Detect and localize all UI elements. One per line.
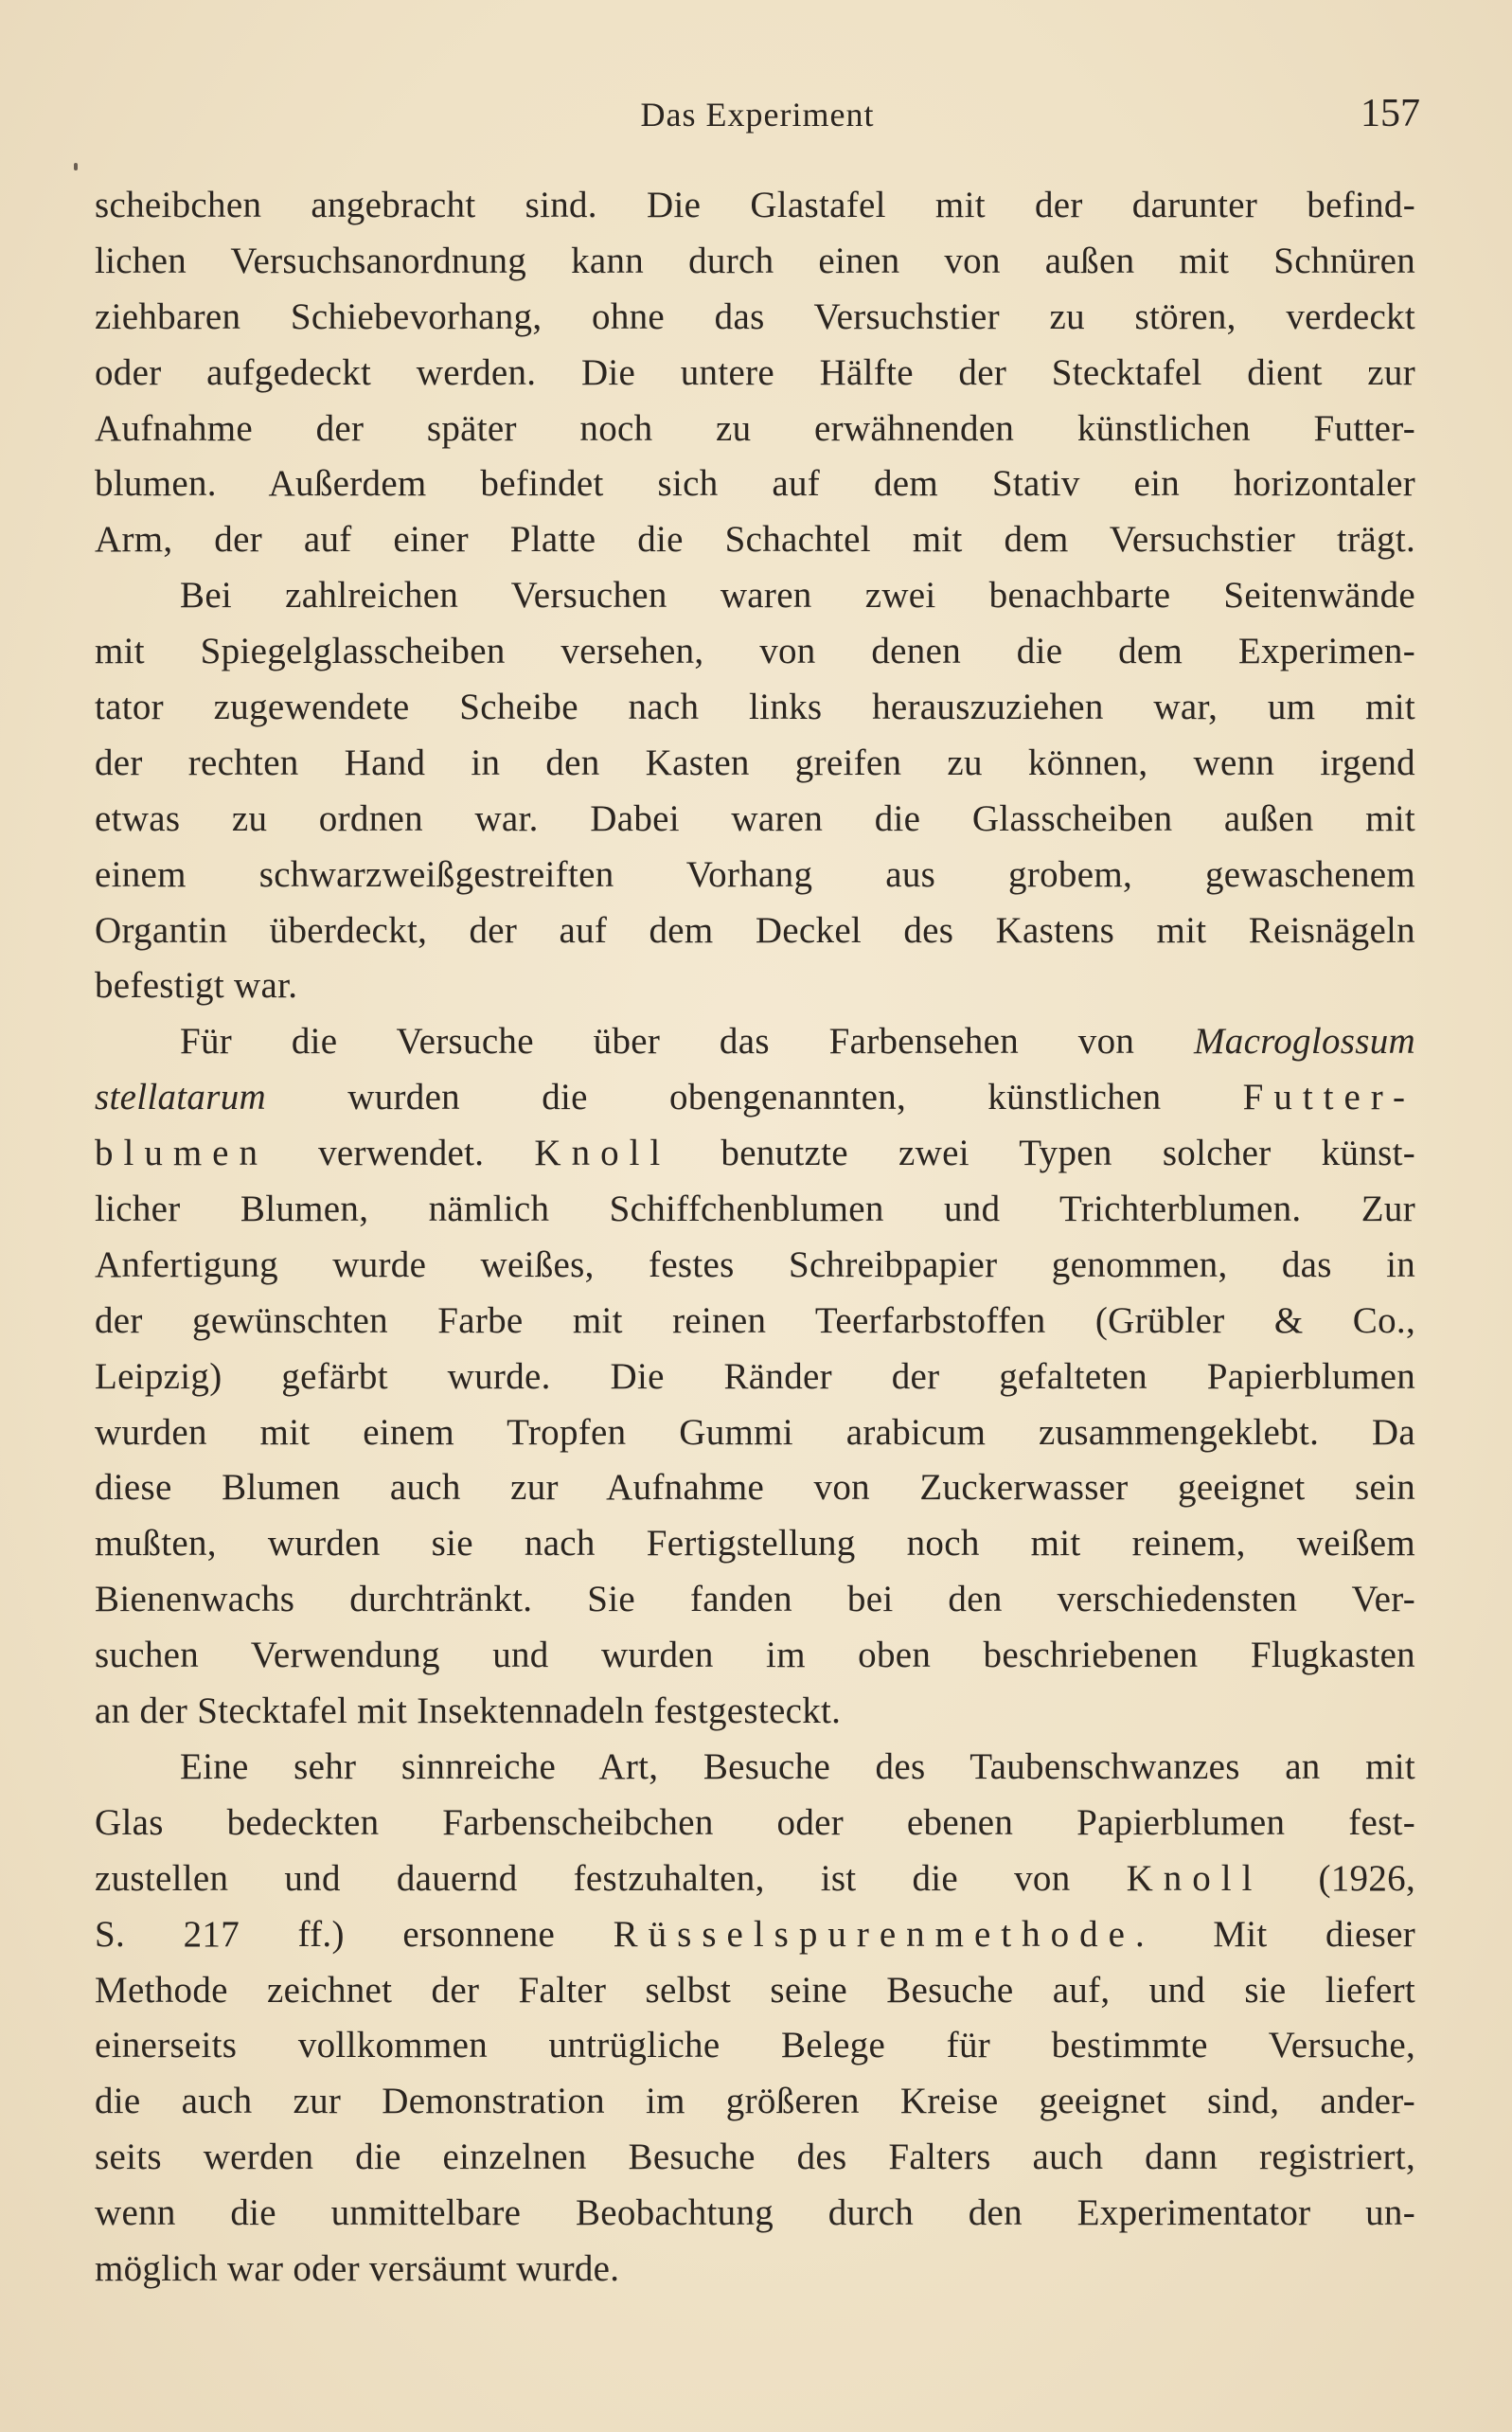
text-line: Eine sehr sinnreiche Art, Besuche des Taubenschwanzes an mit xyxy=(180,1745,1415,1787)
species-name: stellatarum xyxy=(95,1077,266,1118)
text-line: mußten, wurden sie nach Fertigstellung noch mit reinem, weißem xyxy=(95,1523,1415,1565)
paragraph-1 xyxy=(95,178,1415,568)
species-name: Macroglossum xyxy=(1194,1021,1415,1063)
text-line xyxy=(95,1070,1415,1126)
text-line: befestigt war. xyxy=(95,965,298,1007)
text-line xyxy=(95,1126,1415,1182)
text-line: Arm, der auf einer Platte die Schachtel mit dem Versuchstier trägt. xyxy=(95,519,1415,561)
text-line: ziehbaren Schiebevorhang, ohne das Versuchstier zu stören, verdeckt xyxy=(95,295,1415,337)
author-name: Knoll xyxy=(1126,1857,1263,1899)
text-line: licher Blumen, nämlich Schiffchenblumen und Trichterblumen. Zur xyxy=(95,1189,1415,1230)
text-line xyxy=(95,1014,1415,1070)
body-text xyxy=(95,178,1415,2298)
text-line: tator zugewendete Scheibe nach links herauszuziehen war, um mit xyxy=(95,687,1415,728)
text-line: Bei zahlreichen Versuchen waren zwei benachbarte Seitenwände xyxy=(180,575,1415,617)
spaced-term: blumen xyxy=(95,1133,268,1174)
text-line xyxy=(95,1851,1415,1907)
text-run: Mit dieser xyxy=(1154,1913,1415,1955)
margin-mark xyxy=(74,163,78,170)
text-line: Methode zeichnet der Falter selbst seine Besuche auf, und sie liefert xyxy=(95,1969,1415,2011)
page-number: 157 xyxy=(1361,92,1420,135)
text-line: oder aufgedeckt werden. Die untere Hälfte der Stecktafel dient zur xyxy=(95,351,1415,393)
text-run: zustellen und dauernd festzuhalten, ist die von xyxy=(95,1857,1127,1899)
text-run: verwendet. xyxy=(267,1133,535,1174)
text-line: diese Blumen auch zur Aufnahme von Zuckerwasser geeignet sein xyxy=(95,1467,1415,1509)
text-run: S. 217 ff.) ersonnene xyxy=(95,1913,614,1955)
text-line: der gewünschten Farbe mit reinen Teerfarbstoffen (Grübler & Co., xyxy=(95,1299,1415,1341)
text-line: der rechten Hand in den Kasten greifen zu können, wenn irgend xyxy=(95,742,1415,783)
text-line: Glas bedeckten Farbenscheibchen oder ebenen Papierblumen fest- xyxy=(95,1801,1415,1843)
text-line: suchen Verwendung und wurden im oben beschriebenen Flugkasten xyxy=(95,1635,1415,1676)
running-head xyxy=(95,91,1420,148)
text-line: Organtin überdeckt, der auf dem Deckel des Kastens mit Reisnägeln xyxy=(95,909,1415,951)
text-run: Für die Versuche über das Farbensehen von xyxy=(180,1021,1195,1063)
text-line: Bienenwachs durchtränkt. Sie fanden bei den verschiedensten Ver- xyxy=(95,1579,1415,1620)
text-line: einerseits vollkommen untrügliche Belege für bestimmte Versuche, xyxy=(95,2025,1415,2066)
text-line: wenn die unmittelbare Beobachtung durch den Experimentator un- xyxy=(95,2192,1415,2234)
text-line: blumen. Außerdem befindet sich auf dem Stativ ein horizontaler xyxy=(95,463,1415,505)
text-line xyxy=(95,1907,1415,1963)
text-line: mit Spiegelglasscheiben versehen, von denen die dem Experimen- xyxy=(95,631,1415,672)
text-line: Leipzig) gefärbt wurde. Die Ränder der gefalteten Papierblumen xyxy=(95,1355,1415,1397)
text-run: wurden die obengenannten, künstlichen xyxy=(265,1077,1243,1118)
text-line: Aufnahme der später noch zu erwähnenden künstlichen Futter- xyxy=(95,407,1415,449)
spaced-term: Rüsselspurenmethode. xyxy=(613,1913,1155,1955)
text-run: benutzte zwei Typen solcher künst- xyxy=(670,1133,1415,1174)
running-head-title: Das Experiment xyxy=(640,96,875,134)
paragraph-3 xyxy=(95,1014,1415,1740)
text-line: Anfertigung wurde weißes, festes Schreibpapier genommen, das in xyxy=(95,1243,1415,1285)
text-line: scheibchen angebracht sind. Die Glastafel mit der darunter befind- xyxy=(95,185,1415,225)
text-run: (1926, xyxy=(1262,1857,1415,1899)
spaced-term: Futter- xyxy=(1242,1077,1415,1118)
text-line: etwas zu ordnen war. Dabei waren die Glasscheiben außen mit xyxy=(95,797,1415,839)
text-line: wurden mit einem Tropfen Gummi arabicum zusammengeklebt. Da xyxy=(95,1411,1415,1453)
paragraph-4 xyxy=(95,1740,1415,2298)
text-line: an der Stecktafel mit Insektennadeln festgesteckt. xyxy=(95,1690,842,1732)
text-line: die auch zur Demonstration im größeren Kreise geeignet sind, ander- xyxy=(95,2081,1415,2122)
text-line: seits werden die einzelnen Besuche des Falters auch dann registriert, xyxy=(95,2137,1415,2178)
author-name: Knoll xyxy=(534,1133,671,1174)
text-line: einem schwarzweißgestreiften Vorhang aus grobem, gewaschenem xyxy=(95,853,1415,895)
paragraph-2 xyxy=(95,568,1415,1014)
text-line: lichen Versuchsanordnung kann durch einen von außen mit Schnüren xyxy=(95,240,1415,281)
text-line: möglich war oder versäumt wurde. xyxy=(95,2247,620,2289)
